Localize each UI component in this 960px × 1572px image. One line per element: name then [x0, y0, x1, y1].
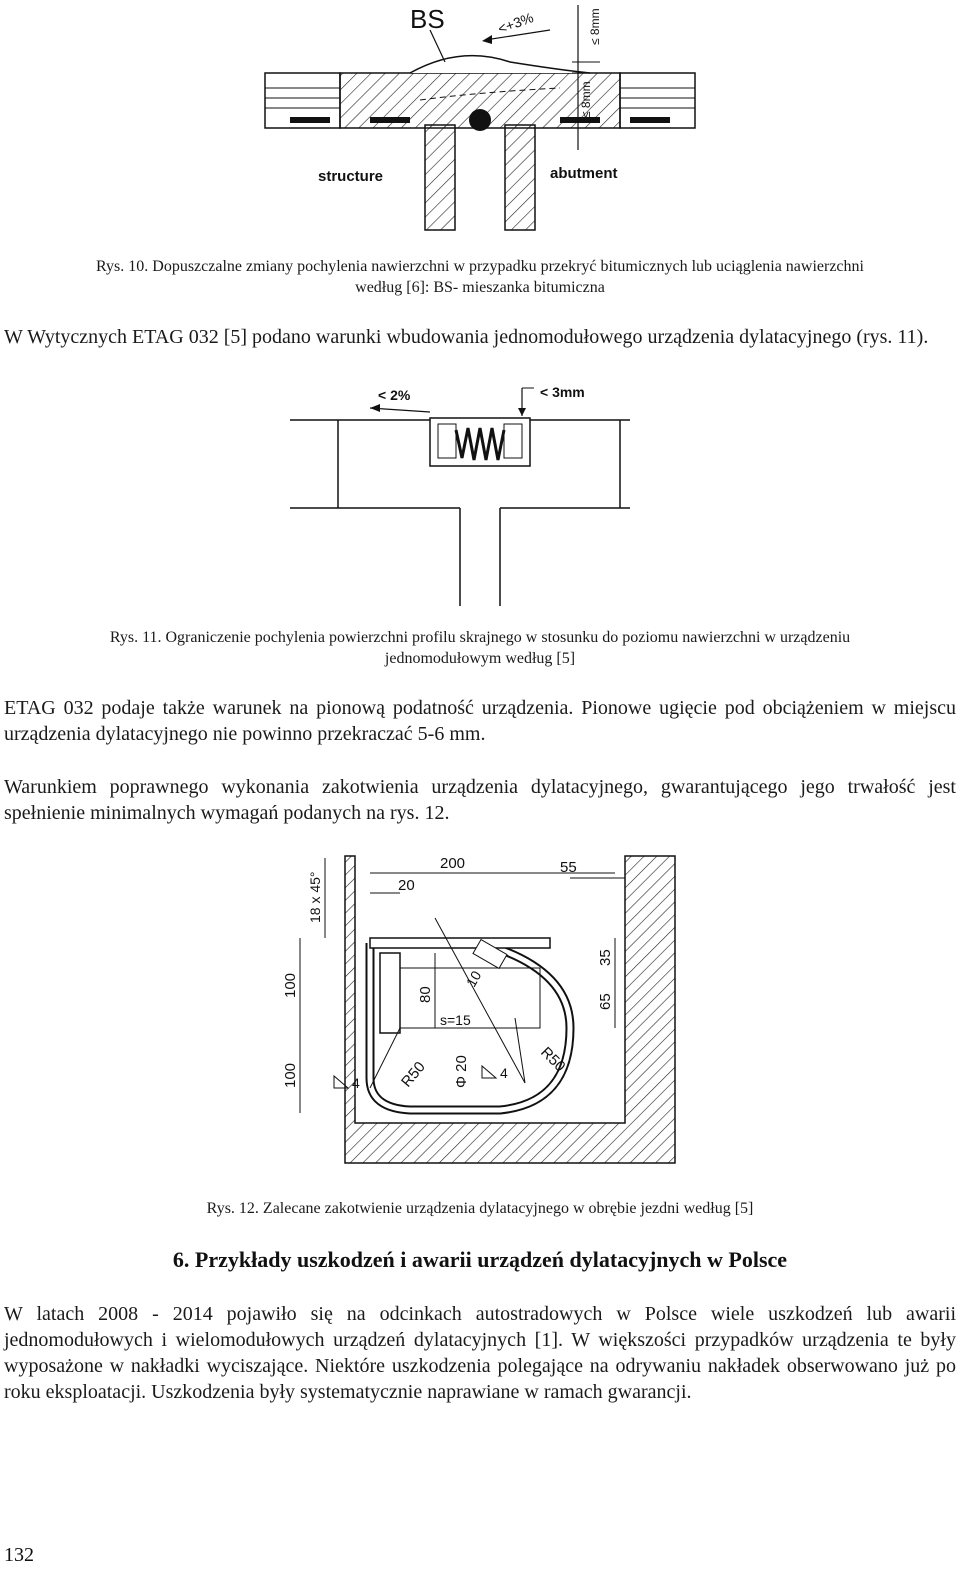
- max-bottom-label: ≤ 8mm: [579, 81, 593, 118]
- abutment-label: abutment: [550, 165, 618, 182]
- r50-right-label: R50: [537, 1043, 569, 1076]
- paragraph-3: Warunkiem poprawnego wykonania zakotwienia urządzenia dylatacyjnego, gwarantującego jego trwałość jest spełnienie minimalnych wymagań podanych na rys. 12.: [4, 776, 956, 824]
- paragraph-2: ETAG 032 podaje także warunek na pionową podatność urządzenia. Pionowe ugięcie pod obciążeniem w miejscu urządzenia dylatacyjnego nie powinno przekraczać 5-6 mm.: [4, 697, 956, 745]
- dim-65-label: 65: [597, 993, 614, 1010]
- figure-10-caption: [20, 256, 940, 298]
- max-top-label: ≤ 8mm: [588, 8, 602, 45]
- dim-55-label: 55: [560, 859, 577, 876]
- angle10-label: 10: [462, 968, 485, 990]
- figure-11-caption-line1: Rys. 11. Ograniczenie pochylenia powierzchni profilu skrajnego w stosunku do poziomu nawierzchni w urządzeniu: [109, 629, 851, 646]
- slope-label: <+3%: [495, 9, 536, 37]
- paragraph-1: W Wytycznych ETAG 032 [5] podano warunki wbudowania jednomodułowego urządzenia dylatacyjnego (rys. 11).: [4, 326, 929, 348]
- weld-left-label: 4: [352, 1075, 360, 1091]
- dim-100-bottom-label: 100: [282, 1062, 299, 1088]
- figure-11-caption: [20, 627, 940, 669]
- dim-80-label: 80: [417, 986, 434, 1003]
- paragraph-4: W latach 2008 - 2014 pojawiło się na odcinkach autostradowych w Polsce wiele uszkodzeń lub awarii jednomodułowych i wielomodułowych urządzeń dylatacyjnych [1]. W większości przypadków urządzenia te były wyposażone w nakładki wyciszające. Niektóre uszkodzenia polegające na odrywaniu nakładek obserwowano już po roku eksploatacji. Uszkodzenia były systematycznie naprawiane w ramach gwarancji.: [4, 1303, 956, 1403]
- figure-11-caption-line2: jednomodułowym według [5]: [384, 650, 576, 667]
- weld-right-label: 4: [500, 1065, 508, 1081]
- s15-label: s=15: [440, 1012, 471, 1028]
- dim-200-label: 200: [440, 855, 466, 872]
- section-heading: 6. Przykłady uszkodzeń i awarii urządzeń dylatacyjnych w Polsce: [172, 1247, 788, 1272]
- structure-label: structure: [318, 168, 384, 185]
- page-number: 132: [4, 1544, 34, 1566]
- figure-10-caption-line2: według [6]: BS- mieszanka bitumiczna: [355, 279, 605, 296]
- chamfer-label: 18 x 45°: [307, 871, 323, 923]
- r50-left-label: R50: [398, 1058, 429, 1091]
- phi20-label: Φ 20: [453, 1055, 470, 1088]
- figure-11-diagram: [290, 380, 630, 612]
- figure-10-diagram: [260, 0, 700, 232]
- slope-2-label: < 2%: [378, 387, 411, 403]
- figure-12-diagram: [270, 848, 680, 1173]
- dim-100-top-label: 100: [282, 972, 299, 998]
- gap-3mm-label: < 3mm: [540, 384, 585, 400]
- dim-20-label: 20: [398, 877, 415, 894]
- figure-12-caption: Rys. 12. Zalecane zakotwienie urządzenia dylatacyjnego w obrębie jezdni według [5]: [206, 1200, 754, 1217]
- bs-label: BS: [410, 4, 445, 34]
- figure-10-caption-line1: Rys. 10. Dopuszczalne zmiany pochylenia nawierzchni w przypadku przekryć bitumicznych lub uciąglenia nawierzchni: [96, 258, 864, 275]
- dim-35-label: 35: [597, 949, 614, 966]
